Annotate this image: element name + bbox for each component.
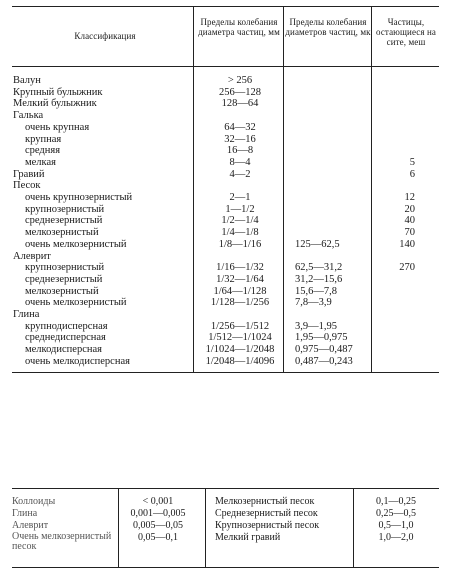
row-range-mk: 62,5—31,2 [295, 262, 343, 274]
row-mesh: 12 [404, 192, 415, 203]
row-name: Песок [13, 180, 41, 192]
row-range-mm: 1/128—1/256 [210, 297, 270, 309]
row-mesh: 270 [399, 262, 415, 274]
row-range-mm: 64—32 [224, 121, 256, 133]
row-name: очень крупнозернистый [25, 192, 133, 203]
row-range-mm: 8—4 [229, 156, 251, 168]
row-range-mm: 256—128 [219, 86, 261, 98]
row-name-right: Среднезернистый песок [215, 508, 318, 519]
row-value-left: 0,05—0,1 [138, 532, 178, 543]
row-name: крупнозернистый [25, 203, 105, 215]
row-range-mm: 32—16 [224, 133, 256, 145]
row-range-mk: 1,95—0,975 [295, 332, 348, 344]
row-range-mk: 0,975—0,487 [295, 344, 353, 356]
row-name: мелкая [25, 156, 56, 168]
row-value-right: 0,5—1,0 [378, 520, 414, 531]
row-name-right: Крупнозернистый песок [215, 520, 320, 531]
row-name: мелкодисперсная [25, 344, 102, 356]
row-range-mk: 31,2—15,6 [295, 273, 343, 285]
row-range-mm: 16—8 [226, 145, 254, 157]
row-range-mm: 128—64 [221, 98, 259, 110]
table-row [0, 520, 452, 531]
row-range-mm: 2—1 [229, 192, 251, 203]
row-range-mm: 1/2048—1/4096 [205, 355, 275, 367]
row-range-mm: 1/1024—1/2048 [205, 344, 275, 356]
row-name-left: Алеврит [12, 520, 49, 531]
row-mesh: 6 [409, 168, 415, 180]
table-row [0, 531, 452, 552]
table-row [0, 508, 452, 519]
row-name: Гравий [13, 168, 45, 180]
row-range-mm: 1—1/2 [225, 203, 255, 215]
row-name: очень мелкозернистый [25, 238, 127, 250]
row-name: крупная [25, 133, 62, 145]
row-mesh: 140 [399, 238, 415, 250]
row-name: Глина [13, 309, 40, 320]
table-bottom-rule [12, 567, 439, 568]
row-range-mm: 1/2—1/4 [221, 215, 259, 227]
row-name: Галька [13, 110, 44, 122]
row-range-mk: 0,487—0,243 [295, 355, 353, 367]
row-value-right: 0,25—0,5 [376, 508, 416, 519]
table-top-rule [12, 488, 439, 489]
row-mesh: 5 [409, 156, 415, 168]
row-name: Крупный булыжник [13, 86, 103, 98]
row-value-left: 0,001—0,005 [130, 508, 186, 519]
header-classification: Классификация [74, 31, 136, 41]
row-name: Алеврит [13, 250, 51, 262]
row-range-mk: 3,9—1,95 [295, 320, 337, 332]
row-range-mm: 1/8—1/16 [218, 238, 262, 250]
row-name: очень мелкодисперсная [25, 355, 130, 367]
row-range-mm: 1/256—1/512 [210, 320, 270, 332]
row-mesh: 40 [404, 215, 415, 227]
row-range-mm: 1/64—1/128 [213, 285, 267, 297]
row-value-right: 1,0—2,0 [378, 532, 414, 543]
header-range-mk-text: Пределы колебания диаметров частиц, мк [285, 17, 371, 37]
row-name: очень мелкозернистый [25, 297, 127, 309]
row-name: мелкозернистый [25, 285, 99, 297]
table-row [0, 496, 452, 507]
row-name: среднезернистый [25, 215, 103, 227]
row-range-mk: 125—62,5 [295, 238, 340, 250]
row-name: крупнодисперсная [25, 320, 108, 332]
row-name-left: Очень мелкозернистый песок [12, 531, 112, 552]
row-range-mm: 1/16—1/32 [216, 262, 264, 274]
header-range-mm-text: Пределы колебания диаметра частиц, мм [198, 17, 280, 37]
row-mesh: 70 [404, 227, 415, 239]
row-name-left: Глина [12, 508, 38, 519]
row-name: мелкозернистый [25, 227, 99, 239]
row-value-left: < 0,001 [142, 496, 174, 507]
row-name: средняя [25, 145, 61, 157]
row-range-mm: 4—2 [229, 168, 251, 180]
row-range-mm: 1/512—1/1024 [208, 332, 272, 344]
row-name: Валун [13, 75, 41, 86]
row-name-right: Мелкий гравий [215, 532, 281, 543]
row-name: крупнозернистый [25, 262, 105, 274]
row-value-right: 0,1—0,25 [376, 496, 416, 507]
row-range-mk: 15,6—7,8 [295, 285, 337, 297]
row-value-left: 0,005—0,05 [133, 520, 183, 531]
row-range-mk: 7,8—3,9 [295, 297, 332, 309]
row-range-mm: 1/32—1/64 [216, 273, 264, 285]
row-range-mm: 1/4—1/8 [221, 227, 259, 239]
row-name-right: Мелкозернистый песок [215, 496, 315, 507]
row-mesh: 20 [404, 203, 415, 215]
row-name: среднедисперсная [25, 332, 106, 344]
header-mesh-text: Частицы, остающиеся на сите, меш [376, 17, 436, 47]
row-range-mm: > 256 [227, 75, 253, 86]
row-name: очень крупная [25, 121, 90, 133]
row-name: среднезернистый [25, 273, 103, 285]
row-name-left: Коллоиды [12, 496, 56, 507]
row-name: Мелкий булыжник [13, 98, 97, 110]
